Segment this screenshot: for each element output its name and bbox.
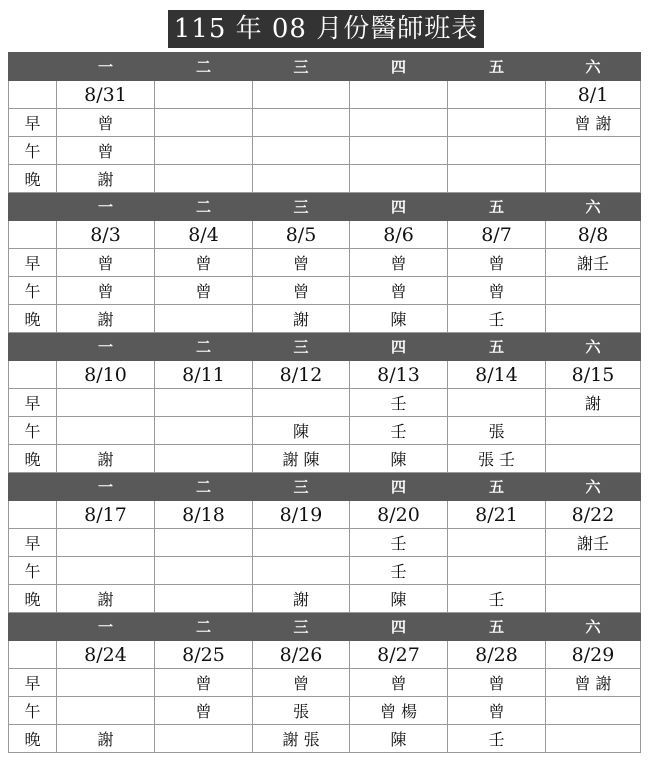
date-cell: 8/15 [546, 361, 641, 389]
date-cell: 8/7 [448, 221, 546, 249]
doctor-cell [57, 669, 155, 697]
doctor-cell [57, 557, 155, 585]
shift-row-evening [9, 445, 641, 473]
doctor-cell: 謝 [546, 389, 641, 417]
doctor-cell: 陳 [253, 417, 350, 445]
doctor-cell [448, 389, 546, 417]
shift-label: 午 [9, 277, 57, 305]
date-row [9, 221, 641, 249]
shift-label: 早 [9, 389, 57, 417]
doctor-cell: 陳 [350, 725, 448, 753]
shift-row-morning [9, 109, 641, 137]
weekday-header-cell: 一 [57, 473, 155, 501]
doctor-cell: 陳 [350, 585, 448, 613]
weekday-header-cell: 五 [448, 473, 546, 501]
doctor-cell [155, 557, 253, 585]
doctor-cell [350, 137, 448, 165]
date-cell: 8/18 [155, 501, 253, 529]
doctor-cell [155, 529, 253, 557]
weekday-header-cell: 二 [155, 613, 253, 641]
doctor-cell [350, 109, 448, 137]
doctor-cell [155, 725, 253, 753]
date-cell: 8/6 [350, 221, 448, 249]
date-cell: 8/20 [350, 501, 448, 529]
weekday-header-cell: 四 [350, 53, 448, 81]
date-row [9, 641, 641, 669]
doctor-cell [253, 557, 350, 585]
doctor-cell: 謝 [57, 725, 155, 753]
date-row-label [9, 81, 57, 109]
date-cell: 8/24 [57, 641, 155, 669]
date-cell [448, 81, 546, 109]
header-corner [9, 333, 57, 361]
shift-label: 晚 [9, 305, 57, 333]
doctor-cell [546, 305, 641, 333]
date-row [9, 361, 641, 389]
doctor-cell [155, 417, 253, 445]
weekday-header-cell: 二 [155, 193, 253, 221]
doctor-cell [546, 557, 641, 585]
doctor-cell [155, 137, 253, 165]
weekday-header-cell: 一 [57, 53, 155, 81]
shift-row-evening [9, 725, 641, 753]
weekday-header-row [9, 333, 641, 361]
weekday-header-cell: 五 [448, 613, 546, 641]
weekday-header-cell: 三 [253, 613, 350, 641]
weekday-header-cell: 三 [253, 333, 350, 361]
doctor-cell: 謝 [57, 445, 155, 473]
date-row-label [9, 641, 57, 669]
doctor-cell [253, 109, 350, 137]
shift-row-afternoon [9, 417, 641, 445]
doctor-cell: 曾 [57, 109, 155, 137]
doctor-cell: 謝 張 [253, 725, 350, 753]
doctor-cell: 謝 [253, 305, 350, 333]
header-corner [9, 53, 57, 81]
date-cell [253, 81, 350, 109]
weekday-header-cell: 三 [253, 193, 350, 221]
doctor-cell: 曾 [350, 249, 448, 277]
doctor-cell [546, 137, 641, 165]
weekday-header-cell: 四 [350, 193, 448, 221]
date-cell: 8/19 [253, 501, 350, 529]
shift-label: 早 [9, 109, 57, 137]
doctor-cell: 曾 [253, 669, 350, 697]
date-cell [155, 81, 253, 109]
date-row [9, 501, 641, 529]
shift-row-morning [9, 249, 641, 277]
doctor-cell [448, 557, 546, 585]
schedule-table [8, 52, 641, 753]
doctor-cell: 陳 [350, 305, 448, 333]
shift-row-afternoon [9, 557, 641, 585]
date-cell: 8/10 [57, 361, 155, 389]
page-title: 115 年 08 月份醫師班表 [168, 10, 485, 48]
doctor-cell [546, 277, 641, 305]
date-cell: 8/12 [253, 361, 350, 389]
doctor-cell [57, 389, 155, 417]
weekday-header-cell: 三 [253, 473, 350, 501]
weekday-header-cell: 五 [448, 53, 546, 81]
doctor-cell [57, 417, 155, 445]
shift-label: 早 [9, 669, 57, 697]
doctor-cell: 壬 [448, 585, 546, 613]
doctor-cell: 張 壬 [448, 445, 546, 473]
doctor-cell [155, 389, 253, 417]
doctor-cell [546, 697, 641, 725]
doctor-cell [546, 165, 641, 193]
date-row-label [9, 361, 57, 389]
shift-label: 午 [9, 557, 57, 585]
date-cell: 8/11 [155, 361, 253, 389]
date-cell: 8/3 [57, 221, 155, 249]
shift-row-evening [9, 165, 641, 193]
doctor-cell: 壬 [350, 557, 448, 585]
doctor-cell [155, 165, 253, 193]
doctor-cell: 曾 [155, 249, 253, 277]
doctor-cell: 曾 [350, 277, 448, 305]
doctor-cell: 壬 [350, 417, 448, 445]
shift-label: 早 [9, 249, 57, 277]
date-cell: 8/26 [253, 641, 350, 669]
doctor-cell [448, 109, 546, 137]
doctor-cell: 曾 謝 [546, 109, 641, 137]
doctor-cell [546, 725, 641, 753]
doctor-cell [253, 529, 350, 557]
weekday-header-cell: 六 [546, 193, 641, 221]
doctor-cell [155, 585, 253, 613]
weekday-header-cell: 二 [155, 473, 253, 501]
date-row-label [9, 221, 57, 249]
doctor-cell: 張 [448, 417, 546, 445]
shift-label: 午 [9, 417, 57, 445]
doctor-cell: 曾 [57, 137, 155, 165]
weekday-header-cell: 二 [155, 333, 253, 361]
weekday-header-cell: 六 [546, 53, 641, 81]
doctor-cell: 陳 [350, 445, 448, 473]
weekday-header-cell: 五 [448, 333, 546, 361]
date-cell [350, 81, 448, 109]
weekday-header-cell: 一 [57, 333, 155, 361]
doctor-cell: 壬 [350, 389, 448, 417]
shift-row-afternoon [9, 277, 641, 305]
date-cell: 8/25 [155, 641, 253, 669]
doctor-cell: 曾 [253, 277, 350, 305]
weekday-header-cell: 五 [448, 193, 546, 221]
date-cell: 8/28 [448, 641, 546, 669]
weekday-header-row [9, 613, 641, 641]
weekday-header-cell: 四 [350, 333, 448, 361]
shift-row-morning [9, 389, 641, 417]
shift-row-morning [9, 669, 641, 697]
doctor-cell: 壬 [350, 529, 448, 557]
doctor-cell [546, 417, 641, 445]
shift-row-afternoon [9, 697, 641, 725]
weekday-header-cell: 三 [253, 53, 350, 81]
weekday-header-row [9, 193, 641, 221]
doctor-cell: 張 [253, 697, 350, 725]
doctor-cell: 曾 楊 [350, 697, 448, 725]
date-cell: 8/8 [546, 221, 641, 249]
doctor-cell [546, 445, 641, 473]
date-cell: 8/13 [350, 361, 448, 389]
date-cell: 8/29 [546, 641, 641, 669]
doctor-cell [155, 109, 253, 137]
shift-label: 晚 [9, 445, 57, 473]
shift-label: 早 [9, 529, 57, 557]
shift-row-evening [9, 585, 641, 613]
shift-row-afternoon [9, 137, 641, 165]
doctor-cell: 曾 [448, 277, 546, 305]
weekday-header-cell: 一 [57, 613, 155, 641]
doctor-cell: 曾 [448, 669, 546, 697]
doctor-cell [448, 529, 546, 557]
shift-label: 午 [9, 137, 57, 165]
doctor-cell: 曾 [350, 669, 448, 697]
doctor-cell: 曾 [57, 249, 155, 277]
date-cell: 8/27 [350, 641, 448, 669]
doctor-cell [448, 137, 546, 165]
doctor-cell [253, 389, 350, 417]
doctor-cell [448, 165, 546, 193]
doctor-cell: 曾 [155, 669, 253, 697]
weekday-header-cell: 六 [546, 473, 641, 501]
weekday-header-row [9, 473, 641, 501]
shift-label: 晚 [9, 585, 57, 613]
doctor-cell: 曾 [253, 249, 350, 277]
date-cell: 8/21 [448, 501, 546, 529]
weekday-header-cell: 二 [155, 53, 253, 81]
header-corner [9, 193, 57, 221]
doctor-cell [253, 165, 350, 193]
schedule-body [9, 53, 641, 753]
doctor-cell: 謝 陳 [253, 445, 350, 473]
doctor-cell: 曾 [155, 697, 253, 725]
doctor-cell: 謝 [253, 585, 350, 613]
doctor-cell [57, 697, 155, 725]
doctor-cell: 曾 [57, 277, 155, 305]
date-cell: 8/31 [57, 81, 155, 109]
doctor-cell: 謝壬 [546, 529, 641, 557]
shift-row-morning [9, 529, 641, 557]
doctor-cell [155, 445, 253, 473]
weekday-header-cell: 六 [546, 613, 641, 641]
weekday-header-cell: 六 [546, 333, 641, 361]
date-row-label [9, 501, 57, 529]
shift-label: 晚 [9, 165, 57, 193]
doctor-cell [155, 305, 253, 333]
shift-label: 晚 [9, 725, 57, 753]
header-corner [9, 613, 57, 641]
doctor-cell: 曾 [448, 249, 546, 277]
date-row [9, 81, 641, 109]
date-cell: 8/17 [57, 501, 155, 529]
doctor-cell: 曾 謝 [546, 669, 641, 697]
date-cell: 8/5 [253, 221, 350, 249]
date-cell: 8/1 [546, 81, 641, 109]
date-cell: 8/4 [155, 221, 253, 249]
doctor-cell: 謝壬 [546, 249, 641, 277]
doctor-cell: 壬 [448, 725, 546, 753]
title-wrap [0, 10, 652, 48]
weekday-header-cell: 四 [350, 613, 448, 641]
weekday-header-cell: 一 [57, 193, 155, 221]
doctor-cell: 謝 [57, 165, 155, 193]
doctor-cell [350, 165, 448, 193]
shift-row-evening [9, 305, 641, 333]
date-cell: 8/14 [448, 361, 546, 389]
doctor-cell: 曾 [155, 277, 253, 305]
shift-label: 午 [9, 697, 57, 725]
doctor-cell: 謝 [57, 305, 155, 333]
doctor-cell: 謝 [57, 585, 155, 613]
doctor-cell [253, 137, 350, 165]
doctor-cell [546, 585, 641, 613]
weekday-header-cell: 四 [350, 473, 448, 501]
header-corner [9, 473, 57, 501]
doctor-cell: 壬 [448, 305, 546, 333]
weekday-header-row [9, 53, 641, 81]
date-cell: 8/22 [546, 501, 641, 529]
doctor-cell [57, 529, 155, 557]
doctor-cell: 曾 [448, 697, 546, 725]
